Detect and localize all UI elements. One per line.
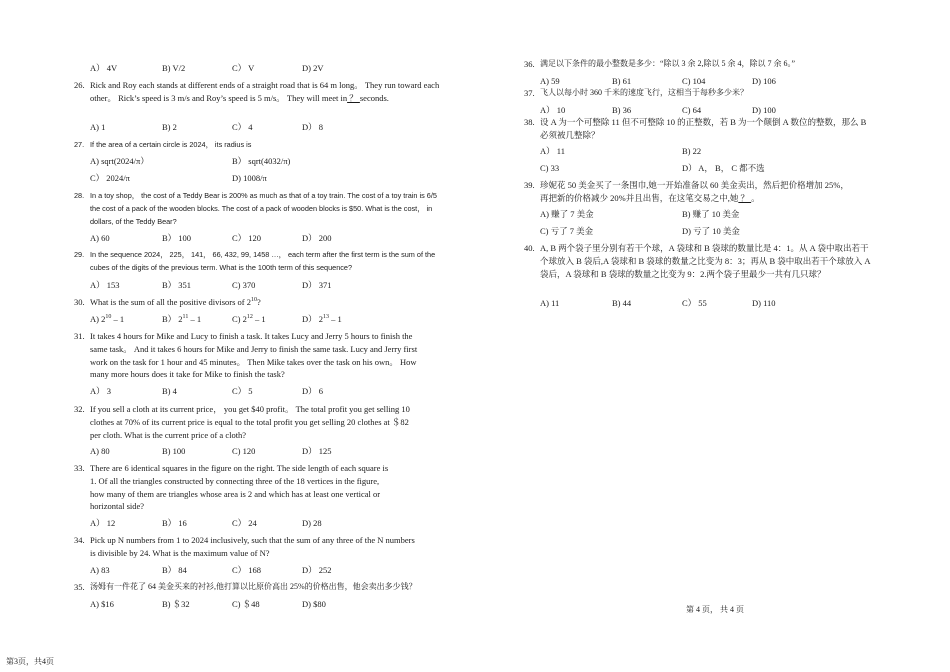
- question-number: 27.: [74, 140, 85, 149]
- question-number: 37.: [524, 88, 535, 98]
- q38-option-b: B) 22: [682, 146, 702, 156]
- question-text: 飞人以每小时 360 千米的速度飞行，这相当于每秒多少米？: [540, 88, 748, 97]
- q28-option-c: C） 120: [232, 233, 262, 243]
- q32-option-d: D） 125: [302, 446, 332, 456]
- question-text: A, B 两个袋子里分别有若干个球，A 袋球和 B 袋球的数量比是 4：1。从 A 袋中取出若干个球放入 B 袋后,A 袋球和 B 袋球的数量之比变为 8：3；再从 B 袋中取出若干个球放入 A 袋后，A 袋球和 B 袋球的数量之比变为 9：2.两个袋子里最少一共有几只球？: [540, 243, 871, 279]
- q35-option-c: C) ＄48: [232, 599, 260, 609]
- q38-options-row1: [540, 145, 900, 157]
- q25-option-b: B) V/2: [162, 63, 186, 73]
- question-36: [524, 58, 896, 71]
- q37-option-c: C) 64: [682, 105, 702, 115]
- q32-option-c: C) 120: [232, 446, 256, 456]
- q36-option-a: A) 59: [540, 76, 560, 86]
- question-number: 36.: [524, 59, 535, 69]
- q33-option-a: A） 12: [90, 518, 116, 528]
- q27-option-c: C） 2024/π: [90, 173, 130, 183]
- question-number: 29.: [74, 250, 85, 259]
- answer-blank: ？: [738, 192, 752, 203]
- question-number: 34.: [74, 535, 85, 545]
- question-32: [74, 403, 419, 441]
- q39-option-c: C) 亏了 7 美金: [540, 226, 594, 236]
- q34-option-b: B） 84: [162, 565, 187, 575]
- q33-options: [90, 517, 450, 529]
- question-number: 26.: [74, 80, 85, 90]
- q30-options: [90, 313, 450, 325]
- question-text: Rick and Roy each stands at different ends of a straight road that is 64 m long。 They run toward each other。 Rick’s speed is 3 m/s and Roy’s speed is 5 m/s。 They will meet in: [90, 80, 440, 103]
- question-text: In a toy shop， the cost of a Teddy Bear is 200% as much as that of a toy train. The cost of a toy train is 6/5 the cost of a pack of the wooden blocks. The cost of a pack of wooden blocks is $50. What is the cost， in dollars, of the Teddy Bear?: [90, 191, 437, 226]
- question-35: [74, 581, 444, 594]
- q27-option-d: D) 1008/π: [232, 173, 267, 183]
- q40-option-b: B) 44: [612, 298, 632, 308]
- q34-options: [90, 564, 450, 576]
- q29-option-b: B） 351: [162, 280, 192, 290]
- answer-blank: ？: [347, 92, 360, 103]
- q27-option-b: B） sqrt(4032/π): [232, 156, 291, 166]
- question-text: If you sell a cloth at its current price， you get $40 profit。 The total profit you get selling 10 clothes at 70% of its current price is equal to the total profit you get selling 20 clothes at ＄82 per cloth. What is the current price of a cloth?: [90, 404, 410, 440]
- q38-options-row2: [540, 162, 900, 174]
- question-text-tail: seconds.: [359, 92, 389, 103]
- q30-option-a: A) $2^{10} - 1$: [90, 314, 125, 324]
- question-30: [74, 296, 444, 309]
- q30-option-b: B） $2^{11} - 1$: [162, 314, 202, 324]
- question-number: 31.: [74, 331, 85, 341]
- question-37: [524, 87, 896, 100]
- question-text-tail: 。: [751, 192, 760, 203]
- q25-options: [90, 62, 450, 74]
- question-number: 30.: [74, 297, 85, 307]
- question-number: 38.: [524, 117, 535, 127]
- q36-option-b: B) 61: [612, 76, 632, 86]
- q39-options-row1: [540, 208, 900, 220]
- q32-option-b: B) 100: [162, 446, 186, 456]
- question-38: [524, 116, 876, 142]
- q25-option-a: A） 4V: [90, 63, 118, 73]
- q33-option-b: B） 16: [162, 518, 187, 528]
- question-text: 珍妮花 50 美金买了一条围巾,她一开始准备以 60 美金卖出，然后把价格增加 25%，再把新的价格减少 20%并且出售，在这笔交易之中,她: [540, 180, 849, 203]
- q36-option-c: C) 104: [682, 76, 706, 86]
- q26-option-c: C） 4: [232, 122, 253, 132]
- question-text-tail: ?: [257, 297, 261, 307]
- q27-option-a: A) sqrt(2024/π）: [90, 156, 149, 166]
- q35-option-d: D) $80: [302, 599, 326, 609]
- question-number: 35.: [74, 582, 85, 592]
- exponent: 10: [251, 297, 258, 304]
- q36-options: [540, 75, 900, 87]
- q29-option-a: A） 153: [90, 280, 120, 290]
- q39-option-a: A) 赚了 7 美金: [540, 209, 594, 219]
- page-3-footer: 第3页，共4页: [6, 657, 54, 666]
- question-text: What is the sum of all the positive divisors of 2: [90, 297, 252, 307]
- question-text: If the area of a certain circle is 2024， its radius is: [90, 140, 252, 149]
- question-text: In the sequence 2024， 225， 141， 66, 432, 99, 1458 …， each term after the first term is the sum of the cubes of the digits of the previous term. What is the 100th term of this sequence?: [90, 250, 436, 272]
- question-text: It takes 4 hours for Mike and Lucy to finish a task. It takes Lucy and Jerry 5 hours to finish the same task。 And it takes 6 hours for Mike and Jerry to finish the same task. Lucy and Jerry first work on the task for 1 hour and 45 minutes。 Then Mike takes over the task on his own。 How many more hours does it take for Mike to finish the task?: [90, 331, 418, 380]
- q31-option-c: C） 5: [232, 386, 253, 396]
- question-33: [74, 462, 394, 513]
- q29-options: [90, 279, 450, 291]
- q39-options-row2: [540, 225, 900, 237]
- q40-option-a: A) 11: [540, 298, 560, 308]
- q29-option-d: D） 371: [302, 280, 332, 290]
- q34-option-c: C） 168: [232, 565, 262, 575]
- question-31: [74, 330, 419, 381]
- q40-options: [540, 297, 900, 309]
- q40-option-c: C） 55: [682, 298, 707, 308]
- q30-option-c: C) $2^{12} - 1$: [232, 314, 266, 324]
- q33-option-d: D) 28: [302, 518, 322, 528]
- q37-option-a: A） 10: [540, 105, 566, 115]
- question-number: 32.: [74, 404, 85, 414]
- question-number: 39.: [524, 180, 535, 190]
- q38-option-a: A） 11: [540, 146, 565, 156]
- q36-option-d: D) 106: [752, 76, 776, 86]
- q34-option-a: A) 83: [90, 565, 110, 575]
- question-text: There are 6 identical squares in the figure on the right. The side length of each square is 1. Of all the triangles constructed by connecting three of the 18 vertices in the figure, how many of them are triangles whose area is 2 and which has at least one vertical or horizontal side?: [90, 463, 389, 512]
- q28-option-d: D） 200: [302, 233, 332, 243]
- q40-option-d: D) 110: [752, 298, 776, 308]
- question-text: 汤姆有一件花了 64 美金买来的衬衫,他打算以比原价高出 25%的价格出售，他会卖出多少钱？: [90, 582, 417, 591]
- q38-option-d: D） A， B， C 都不选: [682, 163, 765, 173]
- q25-option-d: D) 2V: [302, 63, 324, 73]
- q26-option-a: A) 1: [90, 122, 106, 132]
- question-29: [74, 248, 444, 274]
- page-4-footer: 第 4 页， 共 4 页: [686, 605, 744, 614]
- q32-option-a: A) 80: [90, 446, 110, 456]
- q30-option-d: D） $2^{13} - 1$: [302, 314, 342, 324]
- q37-options: [540, 104, 900, 116]
- q31-option-a: A） 3: [90, 386, 112, 396]
- q27-options-row2: [90, 172, 450, 184]
- question-28: [74, 189, 444, 228]
- q26-option-b: B) 2: [162, 122, 177, 132]
- q34-option-d: D） 252: [302, 565, 332, 575]
- q28-option-b: B） 100: [162, 233, 192, 243]
- q39-option-d: D) 亏了 10 美金: [682, 226, 740, 236]
- question-number: 40.: [524, 243, 535, 253]
- q31-option-d: D） 6: [302, 386, 324, 396]
- question-number: 33.: [74, 463, 85, 473]
- q32-options: [90, 445, 450, 457]
- q26-options: [90, 121, 450, 133]
- question-27: [74, 138, 444, 151]
- question-text: Pick up N numbers from 1 to 2024 inclusively, such that the sum of any three of the N numbers is divisible by 24. What is the maximum value of N?: [90, 535, 415, 558]
- question-26: [74, 79, 444, 105]
- q33-option-c: C） 24: [232, 518, 257, 528]
- q37-option-b: B) 36: [612, 105, 632, 115]
- question-text: 满足以下条件的最小整数是多少：“除以 3 余 2,除以 5 余 4，除以 7 余 6。”: [540, 59, 796, 68]
- q35-options: [90, 598, 450, 610]
- q35-option-b: B) ＄32: [162, 599, 190, 609]
- question-text: 设 A 为一个可整除 11 但不可整除 10 的正整数，若 B 为一个颠倒 A 数位的整数，那么 B 必须被几整除？: [540, 117, 867, 140]
- q39-option-b: B) 赚了 10 美金: [682, 209, 740, 219]
- q31-options: [90, 385, 450, 397]
- q28-options: [90, 232, 450, 244]
- q29-option-c: C) 370: [232, 280, 256, 290]
- question-number: 28.: [74, 191, 85, 200]
- q28-option-a: A) 60: [90, 233, 110, 243]
- q38-option-c: C) 33: [540, 163, 560, 173]
- question-40: [524, 242, 874, 280]
- q31-option-b: B) 4: [162, 386, 177, 396]
- q37-option-d: D) 100: [752, 105, 776, 115]
- question-39: [524, 179, 854, 205]
- question-34: [74, 534, 419, 560]
- q35-option-a: A) $16: [90, 599, 114, 609]
- q25-option-c: C） V: [232, 63, 255, 73]
- q26-option-d: D） 8: [302, 122, 324, 132]
- q27-options-row1: [90, 155, 450, 167]
